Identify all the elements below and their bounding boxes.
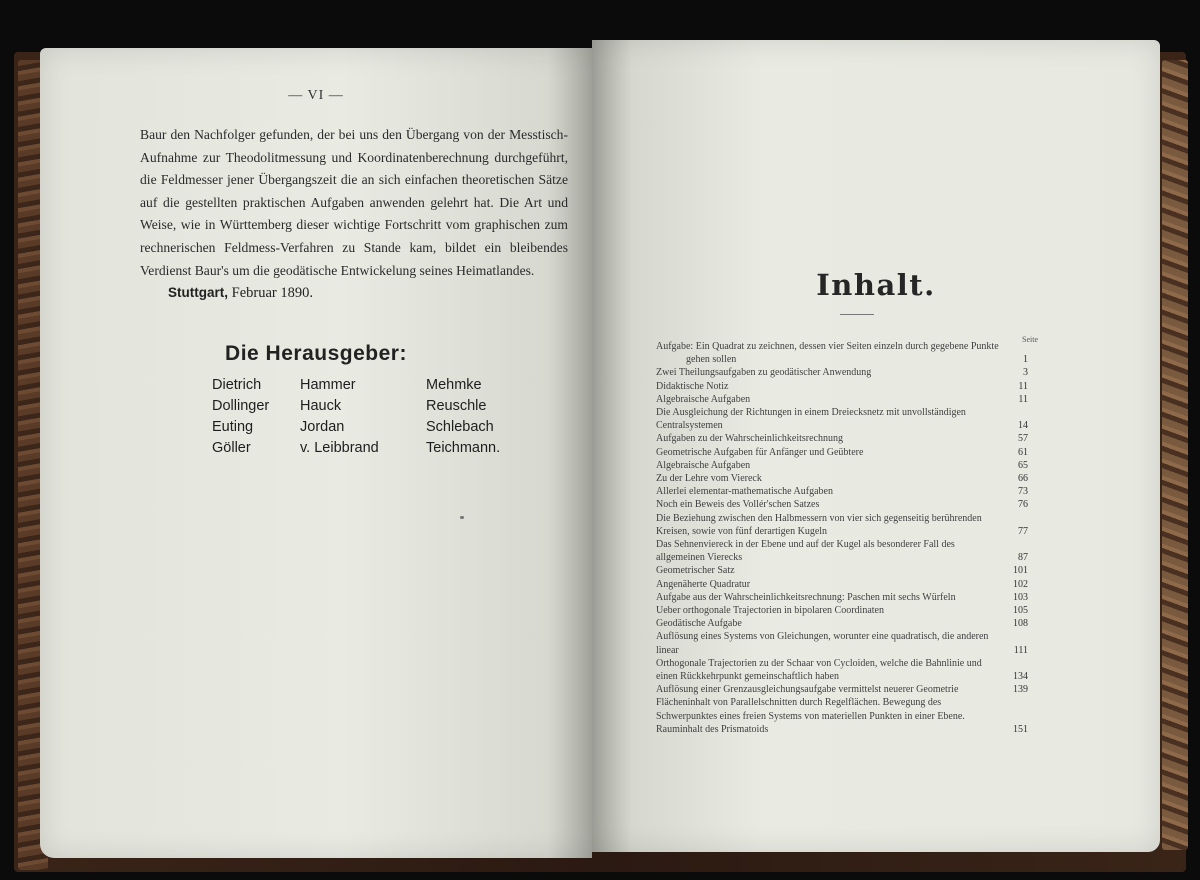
toc-entry-title: Aufgaben zu der Wahrscheinlichkeitsrechnung <box>656 433 843 445</box>
toc-entry-page: 1 <box>1023 354 1028 366</box>
toc-entry-title: Die Ausgleichung der Richtungen in einem Dreiecksnetz mit unvollständigen Centralsystemen <box>656 407 966 432</box>
table-of-contents <box>656 340 1026 736</box>
seite-label: Seite <box>1022 335 1038 344</box>
editor-name: Euting <box>212 419 254 435</box>
toc-entry <box>656 380 1026 393</box>
toc-entry <box>656 472 1026 485</box>
toc-entry <box>656 459 1026 472</box>
toc-entry <box>656 512 1026 538</box>
toc-entry-title: Flächeninhalt von Parallelschnitten durch Regelflächen. Bewegung des Schwerpunktes eines freien Systems von materiellen Punkten in einer Ebene. Rauminhalt des Prismatoids <box>656 697 965 735</box>
toc-entry-page: 11 <box>1018 393 1028 405</box>
marbled-edge-right <box>1162 60 1188 850</box>
editor-name: Jordan <box>300 419 345 435</box>
toc-entry-page: 151 <box>1013 723 1028 735</box>
editor-name: Reuschle <box>426 398 487 414</box>
toc-entry-title: Geodätische Aufgabe <box>656 618 742 630</box>
toc-entry-page: 134 <box>1013 671 1028 683</box>
toc-entry <box>656 340 1026 353</box>
toc-entry-page: 73 <box>1018 486 1028 498</box>
page-speck <box>460 516 464 519</box>
place: Stuttgart, <box>168 285 228 300</box>
toc-entry-page: 108 <box>1013 618 1028 630</box>
editors-title: Die Herausgeber: <box>225 342 407 365</box>
toc-entry-title: Orthogonale Trajectorien zu der Schaar von Cycloiden, welche die Bahnlinie und einen Rückkehrpunkt gemeinschaftlich haben <box>656 657 982 683</box>
editor-name: Hauck <box>300 398 342 414</box>
toc-entry-page: 77 <box>1018 525 1028 537</box>
toc-entry <box>656 630 1026 656</box>
toc-entry-title: Algebraische Aufgaben <box>656 393 751 405</box>
toc-entry-page: 111 <box>1013 644 1028 656</box>
toc-entry-title: Allerlei elementar-mathematische Aufgaben <box>656 486 833 498</box>
toc-title: Inhalt. <box>816 268 936 302</box>
editor-name: Göller <box>212 440 251 456</box>
toc-entry-page: 101 <box>1013 565 1028 577</box>
toc-entry-title: Ueber orthogonale Trajectorien in bipolaren Coordinaten <box>656 605 884 617</box>
toc-entry-title: Aufgabe aus der Wahrscheinlichkeitsrechnung: Paschen mit sechs Würfeln <box>656 591 956 603</box>
toc-entry <box>656 657 1026 683</box>
toc-entry <box>656 564 1026 577</box>
toc-entry-title: gehen sollen <box>686 354 737 366</box>
toc-entry <box>656 432 1026 445</box>
editor-name: Hammer <box>300 377 356 393</box>
toc-entry-page: 11 <box>1018 380 1028 392</box>
left-page <box>40 48 592 858</box>
toc-entry <box>656 446 1026 459</box>
page-number: — VI — <box>288 88 344 103</box>
editor-name: Dietrich <box>212 377 262 393</box>
editor-name: Schlebach <box>426 419 494 435</box>
toc-entry-title: Zwei Theilungsaufgaben zu geodätischer Anwendung <box>656 367 872 379</box>
toc-entry <box>656 366 1026 379</box>
toc-entry-page: 61 <box>1018 446 1028 458</box>
toc-entry-page: 103 <box>1013 591 1028 603</box>
toc-entry <box>656 485 1026 498</box>
toc-entry-page: 65 <box>1018 459 1028 471</box>
editor-name: Mehmke <box>426 377 482 393</box>
toc-entry-title: Zu der Lehre vom Viereck <box>656 473 762 485</box>
place-date <box>168 285 313 302</box>
editors-list <box>212 376 546 457</box>
toc-entry <box>656 498 1026 511</box>
editor-name: Teichmann. <box>426 440 501 456</box>
toc-entry-page: 57 <box>1018 433 1028 445</box>
toc-entry-page: 139 <box>1013 684 1028 696</box>
toc-entry-page: 87 <box>1018 552 1028 564</box>
toc-entry-title: Die Beziehung zwischen den Halbmessern von vier sich gegenseitig berührenden Kreisen, sowie von fünf derartigen Kugeln <box>656 512 982 537</box>
toc-entry-title: Geometrischer Satz <box>656 565 735 577</box>
toc-entry <box>656 696 1026 736</box>
toc-entry <box>656 683 1026 696</box>
toc-entry-page: 3 <box>1023 367 1028 379</box>
toc-entry-title: Geometrische Aufgaben für Anfänger und Geübtere <box>656 446 864 458</box>
preface-text: Baur den Nachfolger gefunden, der bei uns den Übergang von der Messtisch-Aufnahme zur Theodolitmessung und Koordinatenberechnung durchgeführt, die Feldmesser jener Übergangszeit die an sich einfachen theoretischen Sätze auf die gestellten praktischen Aufgaben anwenden gelehrt hat. Die Art und Weise, wie in Württemberg dieser wichtige Fortschritt vom graphischen zum rechnerischen Feldmess-Verfahren zu Stande kam, bildet ein bleibendes Verdienst Baur's um die geodätische Entwickelung seines Heimatlandes. <box>140 127 568 278</box>
toc-entry-page: 66 <box>1018 473 1028 485</box>
toc-entry <box>656 406 1026 432</box>
toc-entry-page: 76 <box>1018 499 1028 511</box>
toc-entry <box>656 393 1026 406</box>
toc-entry <box>656 353 1026 366</box>
editor-name: Dollinger <box>212 398 270 414</box>
toc-entry-title: Noch ein Beweis des Vollér'schen Satzes <box>656 499 820 511</box>
toc-entry-title: Das Sehnenviereck in der Ebene und auf der Kugel als besonderer Fall des allgemeinen Vierecks <box>656 539 955 564</box>
toc-entry-title: Algebraische Aufgaben <box>656 459 751 471</box>
toc-entry-title: Didaktische Notiz <box>656 380 729 392</box>
toc-entry <box>656 578 1026 591</box>
toc-entry <box>656 604 1026 617</box>
toc-entry-title: Aufgabe: Ein Quadrat zu zeichnen, dessen vier Seiten einzeln durch gegebene Punkte <box>656 341 999 352</box>
editor-name: v. Leibbrand <box>300 440 379 456</box>
toc-entry-title: Auflösung eines Systems von Gleichungen, worunter eine quadratisch, die anderen linear <box>656 631 989 656</box>
toc-entry-title: Auflösung einer Grenzausgleichungsaufgabe vermittelst neuerer Geometrie <box>656 684 959 696</box>
toc-entry <box>656 617 1026 630</box>
toc-entry-title: Angenäherte Quadratur <box>656 578 751 590</box>
toc-entry <box>656 591 1026 604</box>
right-page <box>592 40 1160 852</box>
toc-entry-page: 14 <box>1018 420 1028 432</box>
title-divider <box>840 314 874 315</box>
toc-entry-page: 105 <box>1013 605 1028 617</box>
toc-entry-page: 102 <box>1013 578 1028 590</box>
date: Februar 1890. <box>231 285 313 301</box>
toc-entry <box>656 538 1026 564</box>
